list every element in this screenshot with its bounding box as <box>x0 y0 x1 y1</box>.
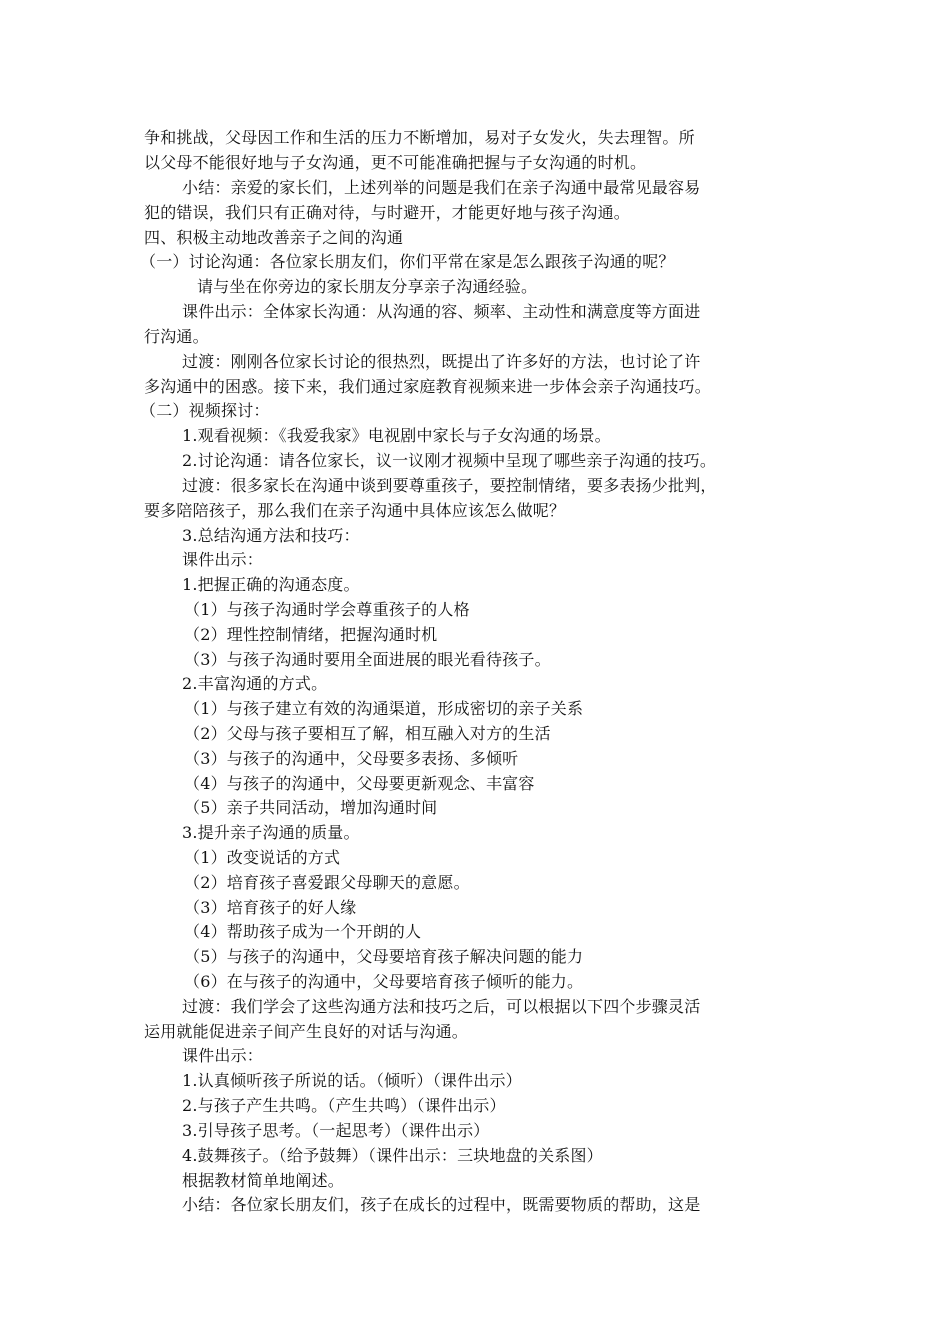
text-line: （一）讨论沟通：各位家长朋友们，你们平常在家是怎么跟孩子沟通的呢？ <box>140 252 675 271</box>
text-line: 以父母不能很好地与子女沟通，更不可能准确把握与子女沟通的时机。 <box>144 153 647 172</box>
text-line: 争和挑战，父母因工作和生活的压力不断增加，易对子女发火，失去理智。所 <box>144 128 695 147</box>
text-line: （3）与孩子的沟通中，父母要多表扬、多倾听 <box>184 749 519 768</box>
text-line: 过渡：我们学会了这些沟通方法和技巧之后，可以根据以下四个步骤灵活 <box>182 997 701 1016</box>
text-line: 请与坐在你旁边的家长朋友分享亲子沟通经验。 <box>197 277 538 296</box>
text-line: 3.提升亲子沟通的质量。 <box>182 823 360 842</box>
text-line: 2.讨论沟通：请各位家长，议一议刚才视频中呈现了哪些亲子沟通的技巧。 <box>182 451 717 470</box>
text-line: （二）视频探讨： <box>140 401 270 420</box>
text-line: 根据教材简单地阐述。 <box>182 1171 345 1190</box>
text-line: 过渡：很多家长在沟通中谈到要尊重孩子，要控制情绪，要多表扬少批判， <box>182 476 717 495</box>
text-line: （4）帮助孩子成为一个开朗的人 <box>184 922 422 941</box>
text-line: （2）理性控制情绪，把握沟通时机 <box>184 625 438 644</box>
text-line: （1）与孩子沟通时学会尊重孩子的人格 <box>184 600 470 619</box>
text-line: （6）在与孩子的沟通中，父母要培育孩子倾听的能力。 <box>184 972 584 991</box>
text-line: 过渡：刚刚各位家长讨论的很热烈，既提出了许多好的方法，也讨论了许 <box>182 352 701 371</box>
text-line: （1）与孩子建立有效的沟通渠道，形成密切的亲子关系 <box>184 699 584 718</box>
text-line: 3.引导孩子思考。（一起思考）（课件出示） <box>182 1121 490 1140</box>
text-line: 2.与孩子产生共鸣。（产生共鸣）（课件出示） <box>182 1096 506 1115</box>
text-line: （5）亲子共同活动，增加沟通时间 <box>184 798 438 817</box>
text-line: 课件出示： <box>182 1046 264 1065</box>
text-line: 要多陪陪孩子，那么我们在亲子沟通中具体应该怎么做呢？ <box>144 501 566 520</box>
text-line: 多沟通中的困惑。接下来，我们通过家庭教育视频来进一步体会亲子沟通技巧。 <box>144 377 712 396</box>
text-line: 课件出示： <box>182 550 264 569</box>
text-line: 四、积极主动地改善亲子之间的沟通 <box>144 228 404 247</box>
text-line: 4.鼓舞孩子。（给予鼓舞）（课件出示：三块地盘的关系图） <box>182 1146 603 1165</box>
text-line: 1.认真倾听孩子所说的话。（倾听）（课件出示） <box>182 1071 522 1090</box>
text-line: 课件出示：全体家长沟通：从沟通的容、频率、主动性和满意度等方面进 <box>182 302 701 321</box>
text-line: （4）与孩子的沟通中，父母要更新观念、丰富容 <box>184 774 535 793</box>
text-line: （2）父母与孩子要相互了解，相互融入对方的生活 <box>184 724 551 743</box>
text-line: 犯的错误，我们只有正确对待，与时避开，才能更好地与孩子沟通。 <box>144 203 631 222</box>
text-line: 小结：各位家长朋友们，孩子在成长的过程中，既需要物质的帮助，这是 <box>182 1195 701 1214</box>
text-line: （5）与孩子的沟通中，父母要培育孩子解决问题的能力 <box>184 947 584 966</box>
text-line: 小结：亲爱的家长们，上述列举的问题是我们在亲子沟通中最常见最容易 <box>182 178 701 197</box>
text-line: 行沟通。 <box>144 327 209 346</box>
text-line: （2）培育孩子喜爱跟父母聊天的意愿。 <box>184 873 470 892</box>
text-line: 2.丰富沟通的方式。 <box>182 674 328 693</box>
text-line: （3）与孩子沟通时要用全面进展的眼光看待孩子。 <box>184 650 551 669</box>
text-line: 运用就能促进亲子间产生良好的对话与沟通。 <box>144 1022 469 1041</box>
text-line: 3.总结沟通方法和技巧： <box>182 526 360 545</box>
text-line: （3）培育孩子的好人缘 <box>184 898 357 917</box>
text-line: 1.把握正确的沟通态度。 <box>182 575 360 594</box>
text-line: （1）改变说话的方式 <box>184 848 341 867</box>
text-line: 1.观看视频：《我爱我家》电视剧中家长与子女沟通的场景。 <box>182 426 611 445</box>
